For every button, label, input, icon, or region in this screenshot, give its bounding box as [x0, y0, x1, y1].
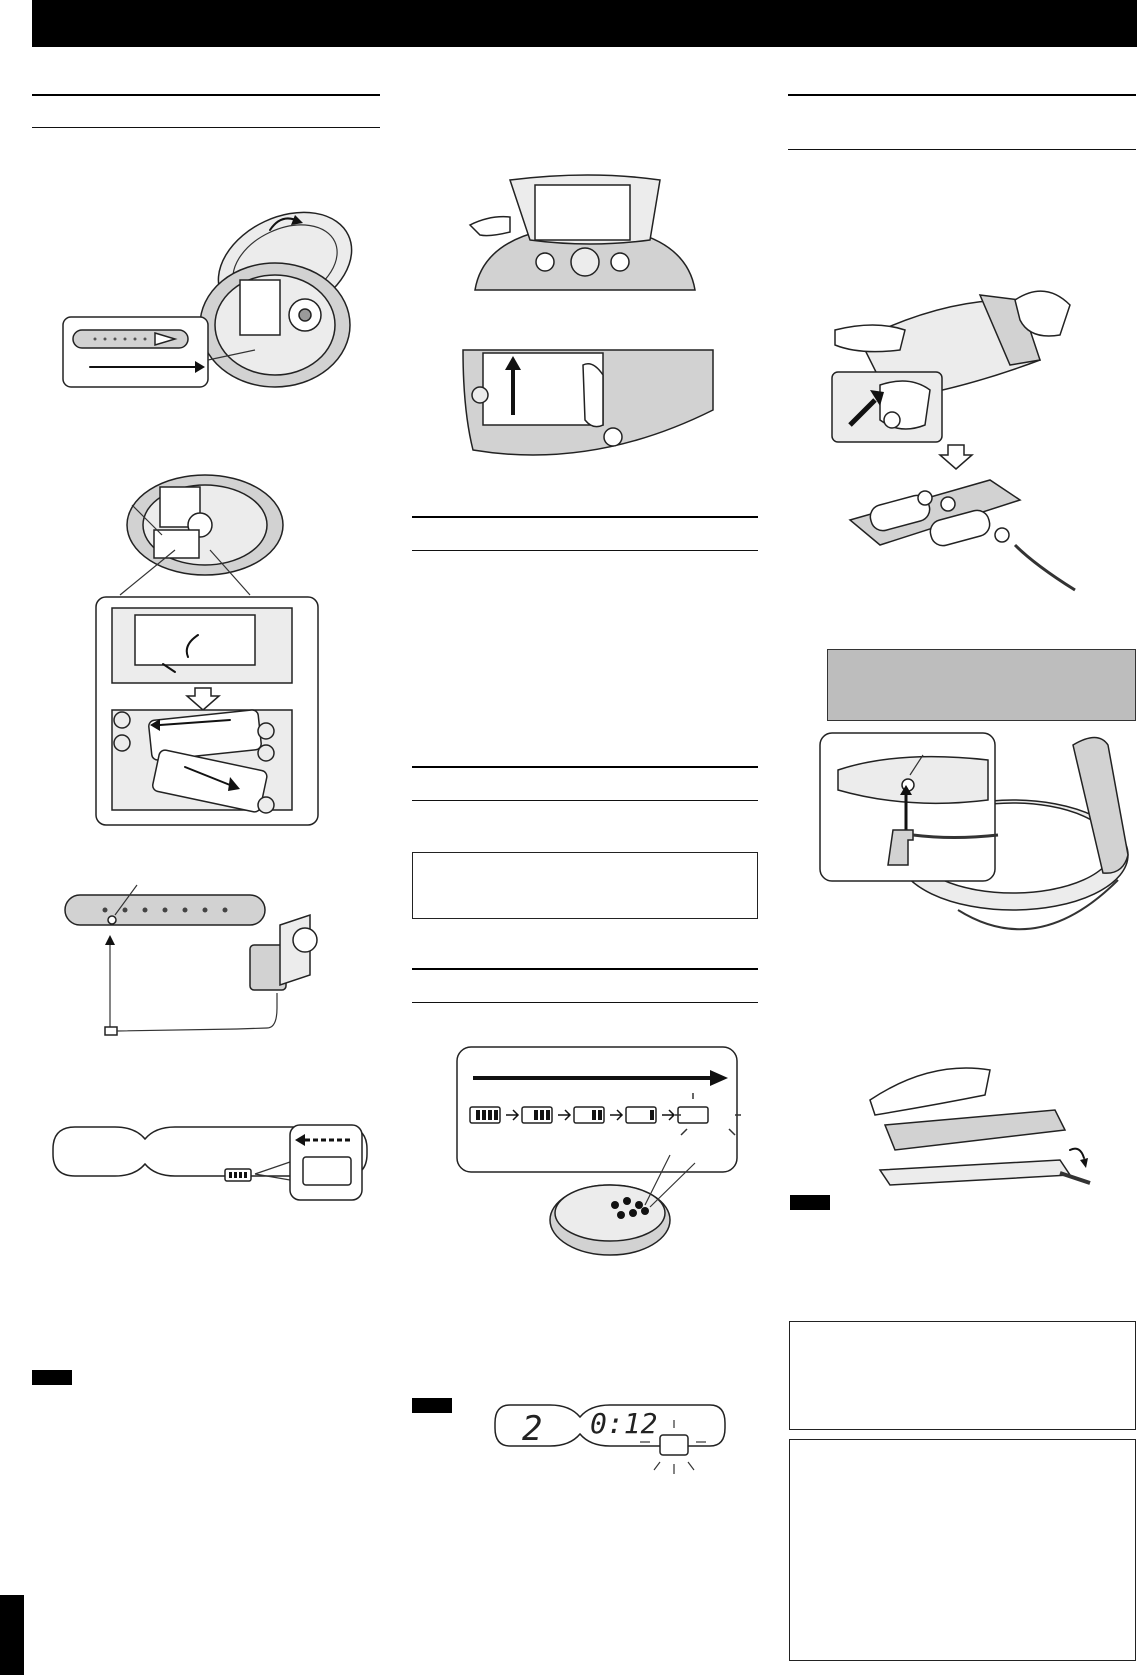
elapsed-time: 0:12 [590, 1407, 658, 1440]
caution-box-right-1 [789, 1321, 1136, 1430]
figure-battery-cover-remove [458, 345, 718, 455]
note-tag [32, 1370, 72, 1385]
figure-battery-case-open [830, 290, 1080, 610]
figure-battery-level-sequence [455, 1045, 755, 1265]
hand-illustration [835, 325, 905, 352]
info-box-shaded [827, 649, 1136, 721]
header-bar [32, 0, 1137, 47]
figure-display-battery-indicator [65, 1122, 365, 1207]
figure-lcd-blinking [500, 1400, 720, 1485]
note-tag [790, 1195, 830, 1210]
section-rule-under-right [788, 149, 1136, 150]
battery-segment [482, 1110, 486, 1120]
section-rule-top-mid [412, 516, 758, 518]
caution-box-mid [412, 852, 758, 919]
battery-case-base [880, 1160, 1070, 1185]
caution-box-right-2 [789, 1439, 1136, 1661]
section-rule-under-mid-3 [412, 1002, 758, 1003]
figure-ac-adaptor [65, 885, 365, 1055]
figure-battery-case-close [870, 1065, 1100, 1190]
section-rule-top-mid-2 [412, 766, 758, 768]
hollow-down-arrow-icon [940, 445, 972, 469]
battery-segment [592, 1110, 596, 1120]
figure-open-lid [55, 205, 365, 390]
battery-segment [476, 1110, 480, 1120]
section-rule-under-left [32, 127, 380, 128]
battery-segment [534, 1110, 538, 1120]
note-tag [412, 1398, 452, 1413]
finger-illustration [470, 217, 510, 236]
slide-switch-inset [63, 317, 208, 387]
finger-illustration [583, 364, 603, 427]
track-number: 2 [522, 1409, 543, 1449]
battery-segment [540, 1110, 544, 1120]
battery-empty-blinking-icon [303, 1157, 351, 1185]
battery-segment [598, 1110, 602, 1120]
section-rule-under-mid-2 [412, 800, 758, 801]
figure-battery-compartment [90, 475, 330, 835]
page-edge-tab [0, 1595, 24, 1675]
section-rule-top-right [788, 94, 1136, 96]
battery-empty-blinking-icon [678, 1107, 708, 1123]
figure-battery-case-connected [818, 730, 1136, 950]
section-rule-top-mid-3 [412, 968, 758, 970]
hand-illustration [870, 1068, 990, 1115]
battery-segment [650, 1110, 654, 1120]
player-open-lid-illustration [200, 192, 369, 387]
battery-segment [488, 1110, 492, 1120]
section-rule-under-mid [412, 550, 758, 551]
battery-segment [546, 1110, 550, 1120]
figure-battery-cover-open [470, 180, 700, 295]
section-rule-top-left [32, 94, 380, 96]
battery-full-icon [225, 1169, 251, 1181]
battery-segment [494, 1110, 498, 1120]
battery-empty-blinking-icon [660, 1435, 688, 1455]
battery-case-lid [885, 1110, 1065, 1150]
curved-arrow-icon [1070, 1149, 1084, 1158]
